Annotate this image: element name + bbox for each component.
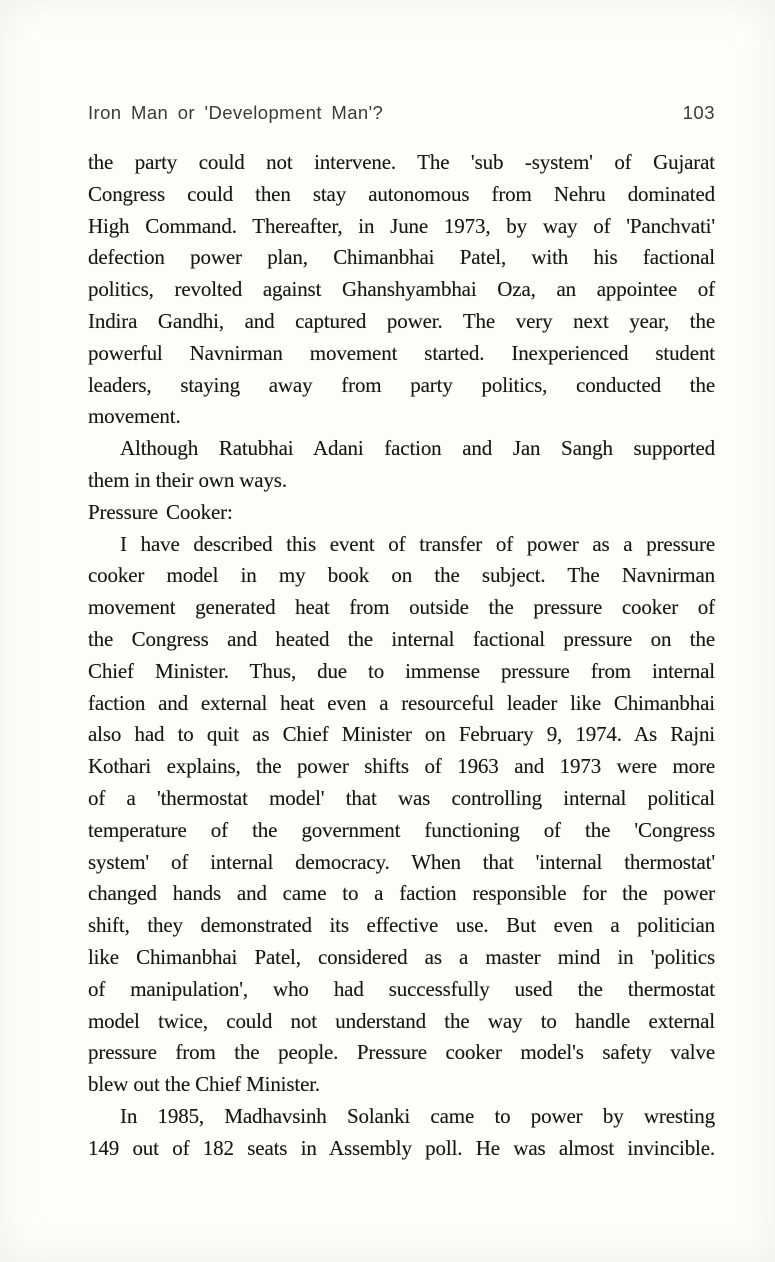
text-line: powerful Navnirman movement started. Inexperienced student — [88, 340, 715, 365]
text-line: movement. — [88, 404, 181, 429]
text-line: blew out the Chief Minister. — [88, 1072, 321, 1097]
page-body — [88, 147, 715, 1165]
text-line: Chief Minister. Thus, due to immense pressure from internal — [88, 658, 715, 683]
text-line: I have described this event of transfer of power as a pressure — [120, 531, 715, 556]
text-line: defection power plan, Chimanbhai Patel, with his factional — [88, 245, 715, 270]
text-line: the Congress and heated the internal factional pressure on the — [88, 626, 715, 651]
section-heading-line: Pressure Cooker: — [88, 499, 233, 524]
text-line: Kothari explains, the power shifts of 1963 and 1973 were more — [88, 754, 715, 779]
text-line: cooker model in my book on the subject. The Navnirman — [88, 563, 715, 588]
text-line: the party could not intervene. The 'sub -system' of Gujarat — [88, 150, 715, 174]
text-line: Although Ratubhai Adani faction and Jan Sangh supported — [120, 436, 715, 461]
text-line: of manipulation', who had successfully used the thermostat — [88, 976, 715, 1001]
text-line: faction and external heat even a resourceful leader like Chimanbhai — [88, 690, 715, 715]
text-line: politics, revolted against Ghanshyambhai Oza, an appointee of — [88, 277, 715, 302]
header-title: Iron Man or 'Development Man'? — [88, 102, 384, 123]
text-line: temperature of the government functioning of the 'Congress — [88, 817, 715, 842]
text-line: High Command. Thereafter, in June 1973, by way of 'Panchvati' — [88, 213, 715, 238]
text-line: system' of internal democracy. When that 'internal thermostat' — [88, 849, 715, 874]
text-line: movement generated heat from outside the pressure cooker of — [88, 595, 715, 620]
text-line: In 1985, Madhavsinh Solanki came to power by wresting — [120, 1103, 715, 1128]
running-header — [88, 102, 715, 124]
text-line: leaders, staying away from party politics, conducted the — [88, 372, 715, 397]
text-line: model twice, could not understand the way to handle external — [88, 1008, 715, 1033]
text-line: them in their own ways. — [88, 467, 287, 492]
text-line: Congress could then stay autonomous from Nehru dominated — [88, 181, 715, 206]
text-line: of a 'thermostat model' that was controlling internal political — [88, 785, 715, 810]
text-line: 149 out of 182 seats in Assembly poll. He was almost invincible. — [88, 1135, 715, 1160]
text-line: Indira Gandhi, and captured power. The very next year, the — [88, 308, 715, 333]
text-line: also had to quit as Chief Minister on February 9, 1974. As Rajni — [88, 722, 715, 747]
text-line: like Chimanbhai Patel, considered as a master mind in 'politics — [88, 944, 715, 969]
page-number: 103 — [682, 102, 715, 123]
text-line: pressure from the people. Pressure cooker model's safety valve — [88, 1040, 715, 1065]
text-line: shift, they demonstrated its effective use. But even a politician — [88, 913, 715, 938]
text-line: changed hands and came to a faction responsible for the power — [88, 881, 715, 906]
